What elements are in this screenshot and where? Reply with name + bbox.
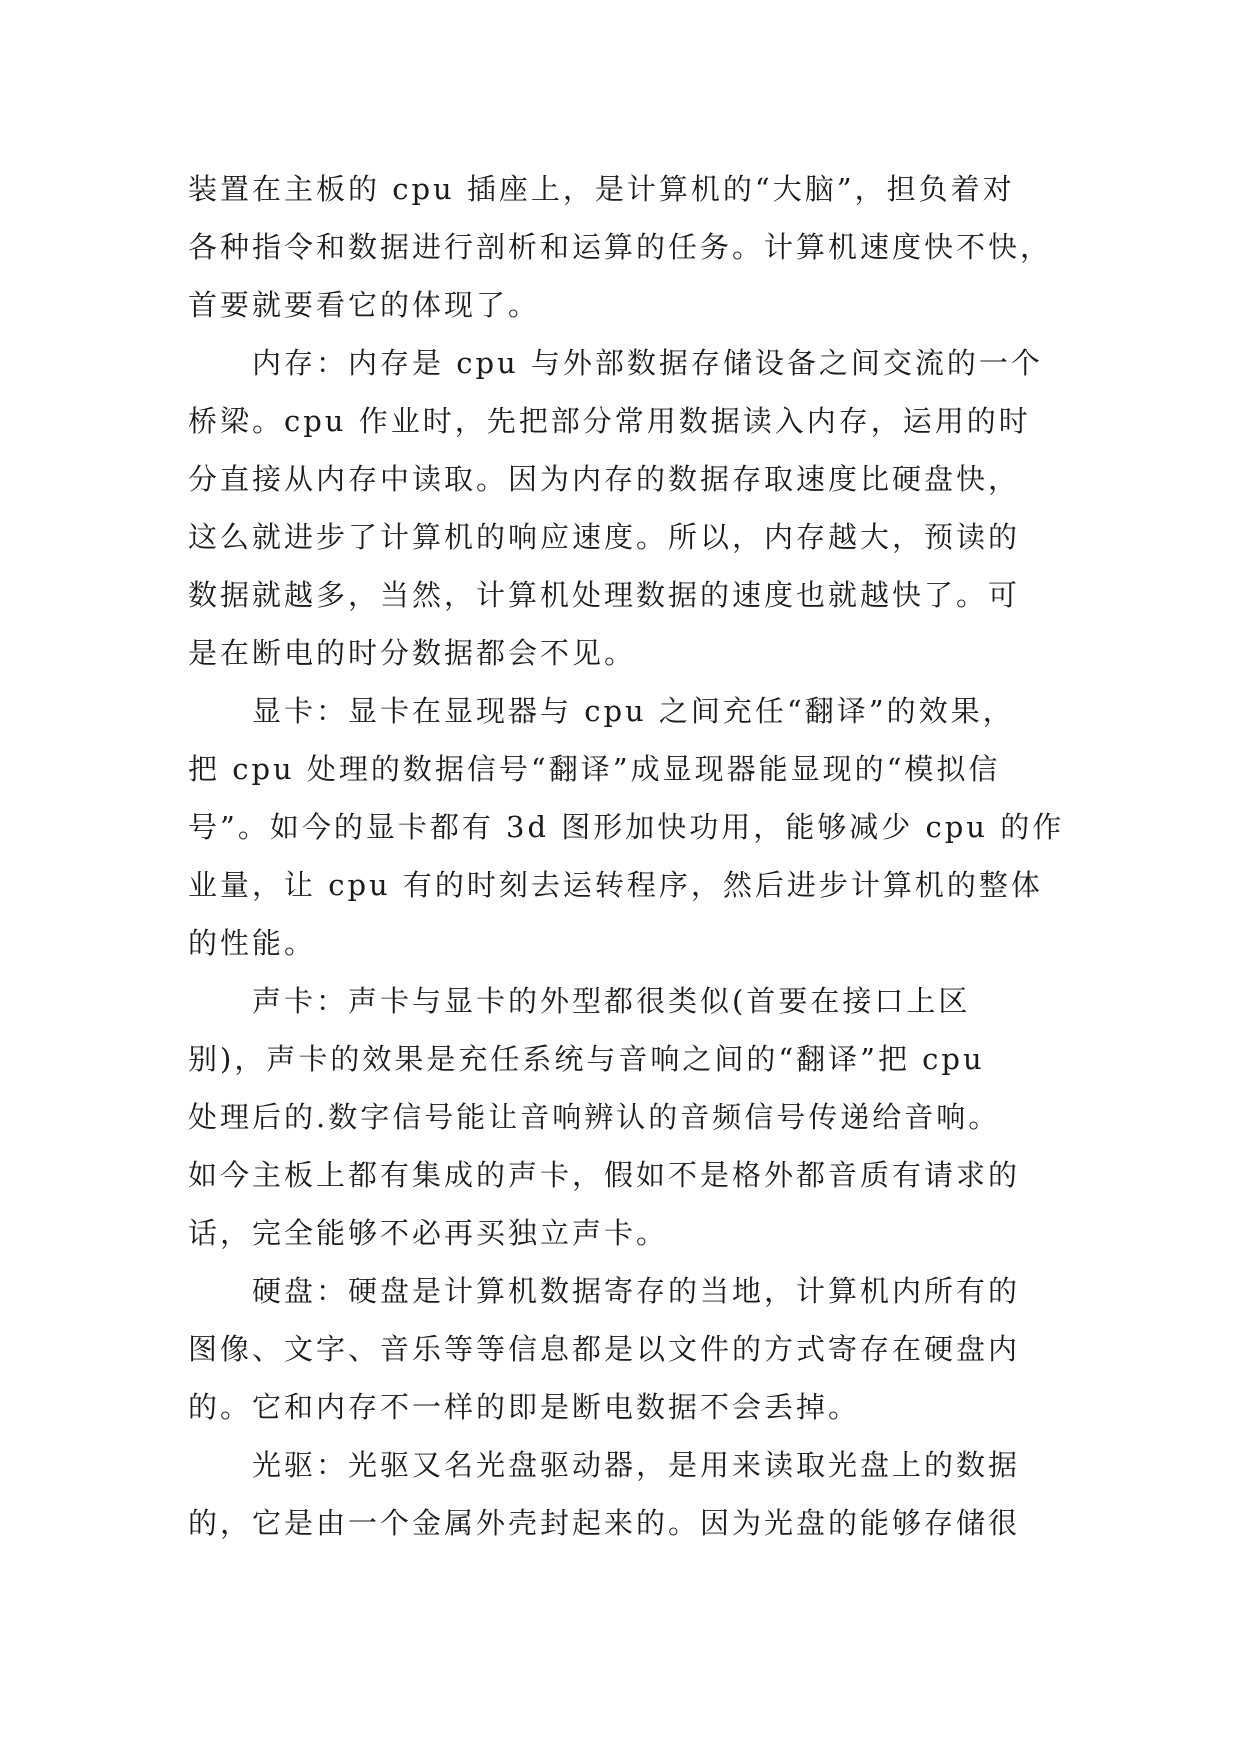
text-line: 光驱：光驱又名光盘驱动器，是用来读取光盘上的数据	[252, 1448, 1021, 1482]
text-line: 业量，让 cpu 有的时刻去运转程序，然后进步计算机的整体	[188, 868, 1043, 902]
text-line: 别)，声卡的效果是充任系统与音响之间的“翻译”把 cpu	[188, 1042, 985, 1076]
paragraph-hard-disk	[188, 1262, 1088, 1436]
text-line: 把 cpu 处理的数据信号“翻译”成显现器能显现的“模拟信	[188, 752, 1001, 786]
text-line: 装置在主板的 cpu 插座上，是计算机的“大脑”，担负着对	[188, 172, 1015, 206]
paragraph-cpu	[188, 160, 1088, 334]
text-line: 处理后的.数字信号能让音响辨认的音频信号传递给音响。	[188, 1100, 1001, 1134]
text-line: 这么就进步了计算机的响应速度。所以，内存越大，预读的	[188, 520, 1021, 554]
paragraph-sound-card	[188, 972, 1088, 1262]
text-line: 声卡：声卡与显卡的外型都很类似(首要在接口上区	[252, 984, 971, 1018]
text-line: 的，它是由一个金属外壳封起来的。因为光盘的能够存储很	[188, 1506, 1021, 1540]
text-line: 如今主板上都有集成的声卡，假如不是格外都音质有请求的	[188, 1158, 1021, 1192]
text-line: 分直接从内存中读取。因为内存的数据存取速度比硬盘快，	[188, 462, 1021, 496]
text-line: 的。它和内存不一样的即是断电数据不会丢掉。	[188, 1390, 861, 1424]
paragraph-optical-drive	[188, 1436, 1088, 1552]
text-line: 话，完全能够不必再买独立声卡。	[188, 1216, 669, 1250]
paragraph-memory	[188, 334, 1088, 682]
paragraph-graphics-card	[188, 682, 1088, 972]
text-line: 数据就越多，当然，计算机处理数据的速度也就越快了。可	[188, 578, 1021, 612]
body-text	[188, 160, 1088, 1552]
text-line: 号”。如今的显卡都有 3d 图形加快功用，能够减少 cpu 的作	[188, 810, 1065, 844]
text-line: 桥梁。cpu 作业时，先把部分常用数据读入内存，运用的时	[188, 404, 1031, 438]
text-line: 硬盘：硬盘是计算机数据寄存的当地，计算机内所有的	[252, 1274, 1021, 1308]
text-line: 显卡：显卡在显现器与 cpu 之间充任“翻译”的效果，	[252, 694, 1015, 728]
text-line: 内存：内存是 cpu 与外部数据存储设备之间交流的一个	[252, 346, 1043, 380]
text-line: 是在断电的时分数据都会不见。	[188, 636, 637, 670]
text-line: 各种指令和数据进行剖析和运算的任务。计算机速度快不快，	[188, 230, 1053, 264]
text-line: 图像、文字、音乐等等信息都是以文件的方式寄存在硬盘内	[188, 1332, 1021, 1366]
text-line: 的性能。	[188, 926, 317, 960]
text-line: 首要就要看它的体现了。	[188, 288, 541, 322]
